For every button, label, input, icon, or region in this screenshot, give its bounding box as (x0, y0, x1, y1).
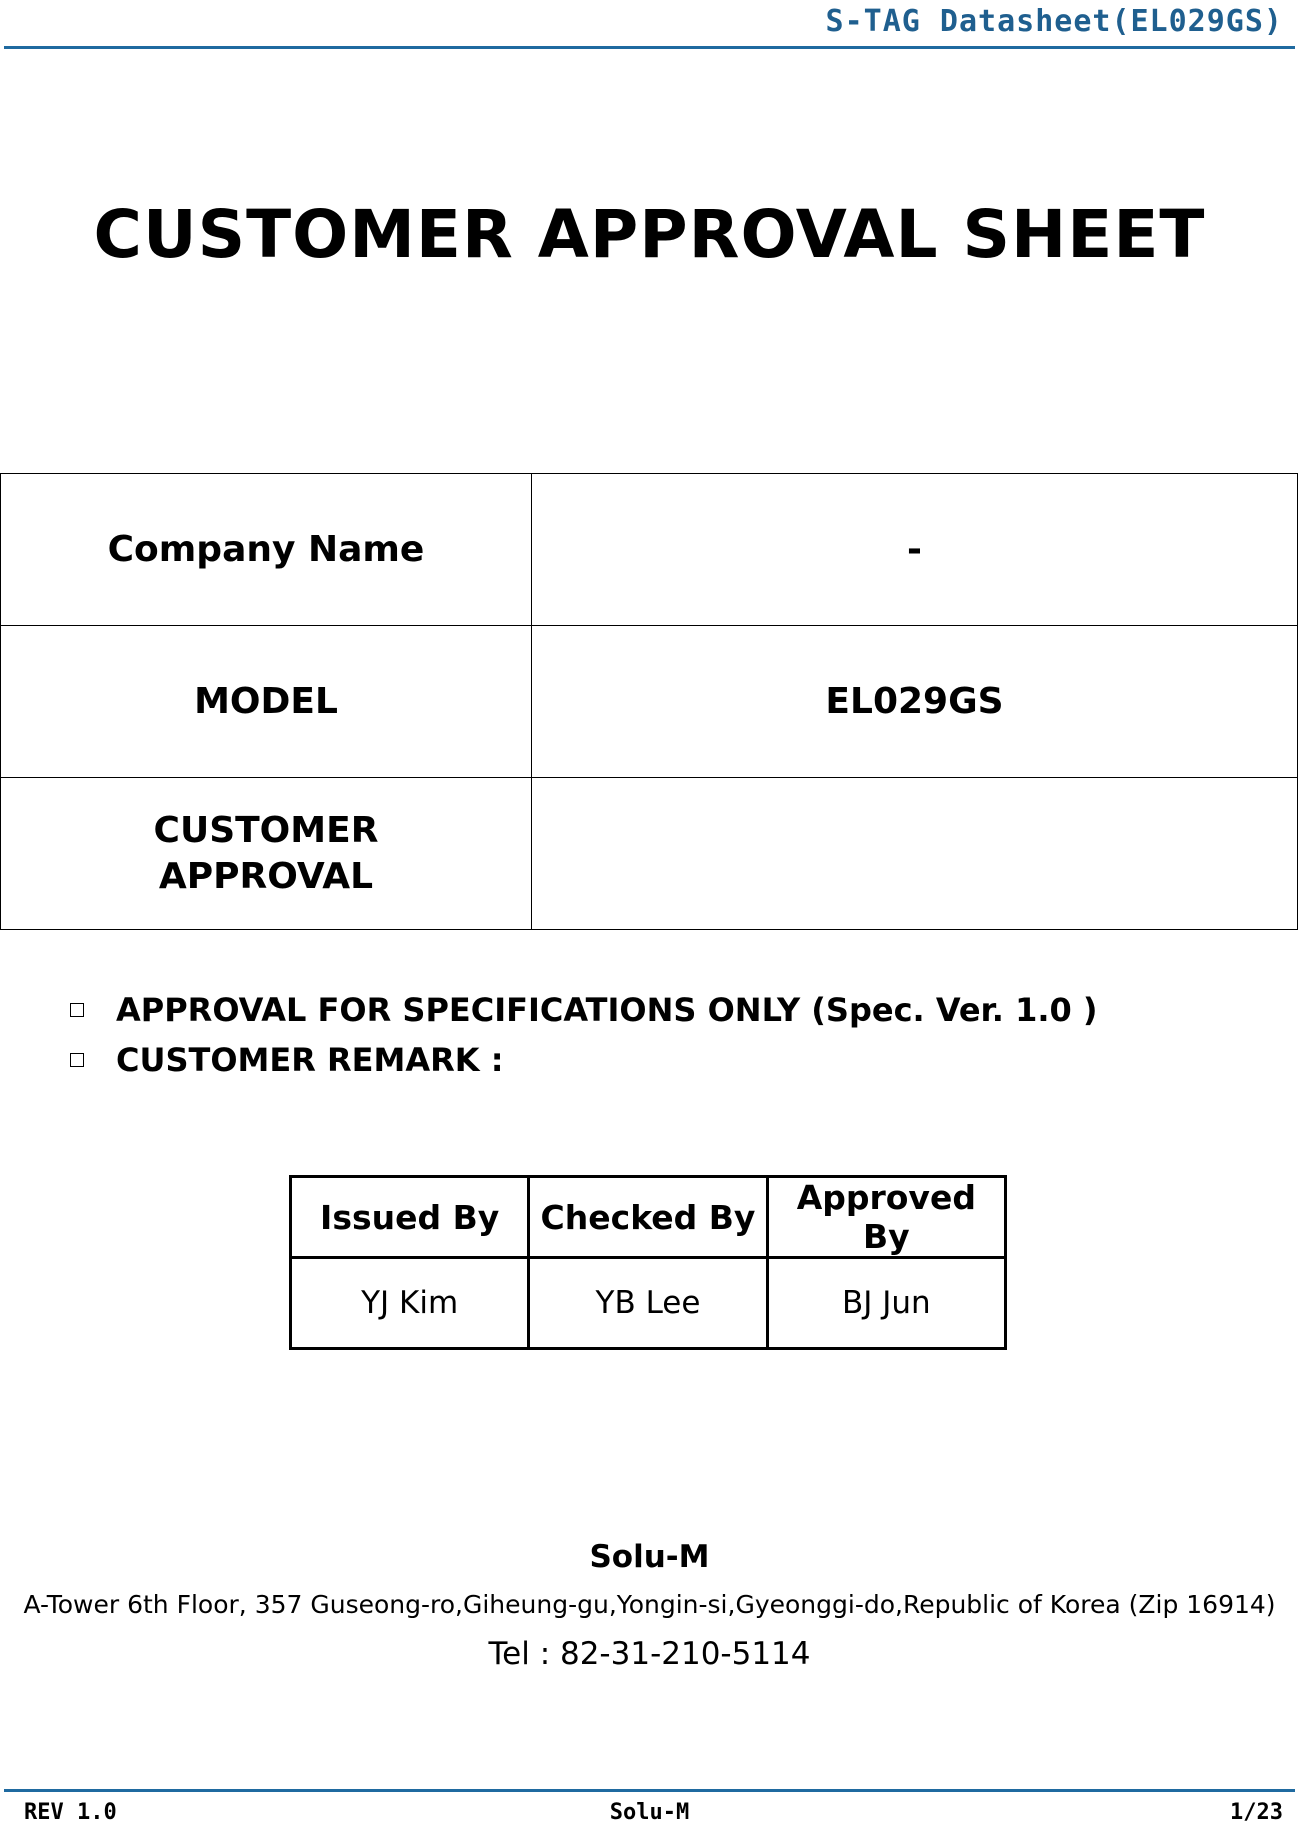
customer-approval-label-text: CUSTOMER APPROVAL (153, 809, 379, 897)
company-name-value: - (532, 474, 1298, 626)
signoff-table (289, 1175, 1007, 1350)
issued-by-header: Issued By (291, 1177, 529, 1258)
company-name: Solu-M (589, 1539, 710, 1575)
checkbox-icon (70, 1053, 84, 1067)
checkbox-icon (70, 1003, 84, 1017)
issued-by-value: YJ Kim (291, 1258, 529, 1349)
table-row (291, 1258, 1006, 1349)
footer-revision: REV 1.0 (24, 1800, 117, 1825)
checked-by-value: YB Lee (529, 1258, 767, 1349)
header-divider (4, 46, 1295, 49)
footer-divider (4, 1789, 1295, 1792)
table-row (1, 626, 1298, 778)
table-header-row (291, 1177, 1006, 1258)
footer-company: Solu-M (609, 1800, 690, 1825)
approval-info-table (0, 473, 1298, 930)
company-tel: Tel : 82-31-210-5114 (488, 1636, 811, 1672)
table-row (1, 778, 1298, 930)
approved-by-header: Approved By (767, 1177, 1005, 1258)
customer-approval-value (532, 778, 1298, 930)
company-name-label: Company Name (1, 474, 532, 626)
customer-remark-text: CUSTOMER REMARK : (116, 1041, 504, 1079)
list-item (70, 1035, 1098, 1085)
page-title: CUSTOMER APPROVAL SHEET (93, 196, 1206, 273)
company-address: A-Tower 6th Floor, 357 Guseong-ro,Giheung-gu,Yongin-si,Gyeonggi-do,Republic of Korea (Zip 16914) (23, 1590, 1276, 1619)
checked-by-header: Checked By (529, 1177, 767, 1258)
approval-spec-text: APPROVAL FOR SPECIFICATIONS ONLY (Spec. Ver. 1.0 ) (116, 991, 1098, 1029)
remark-list (70, 985, 1098, 1085)
model-label: MODEL (1, 626, 532, 778)
approved-by-value: BJ Jun (767, 1258, 1005, 1349)
list-item (70, 985, 1098, 1035)
footer-page-number: 1/23 (1230, 1800, 1283, 1825)
header-title: S-TAG Datasheet(EL029GS) (825, 4, 1283, 39)
customer-approval-label (1, 778, 532, 930)
table-row (1, 474, 1298, 626)
model-value: EL029GS (532, 626, 1298, 778)
